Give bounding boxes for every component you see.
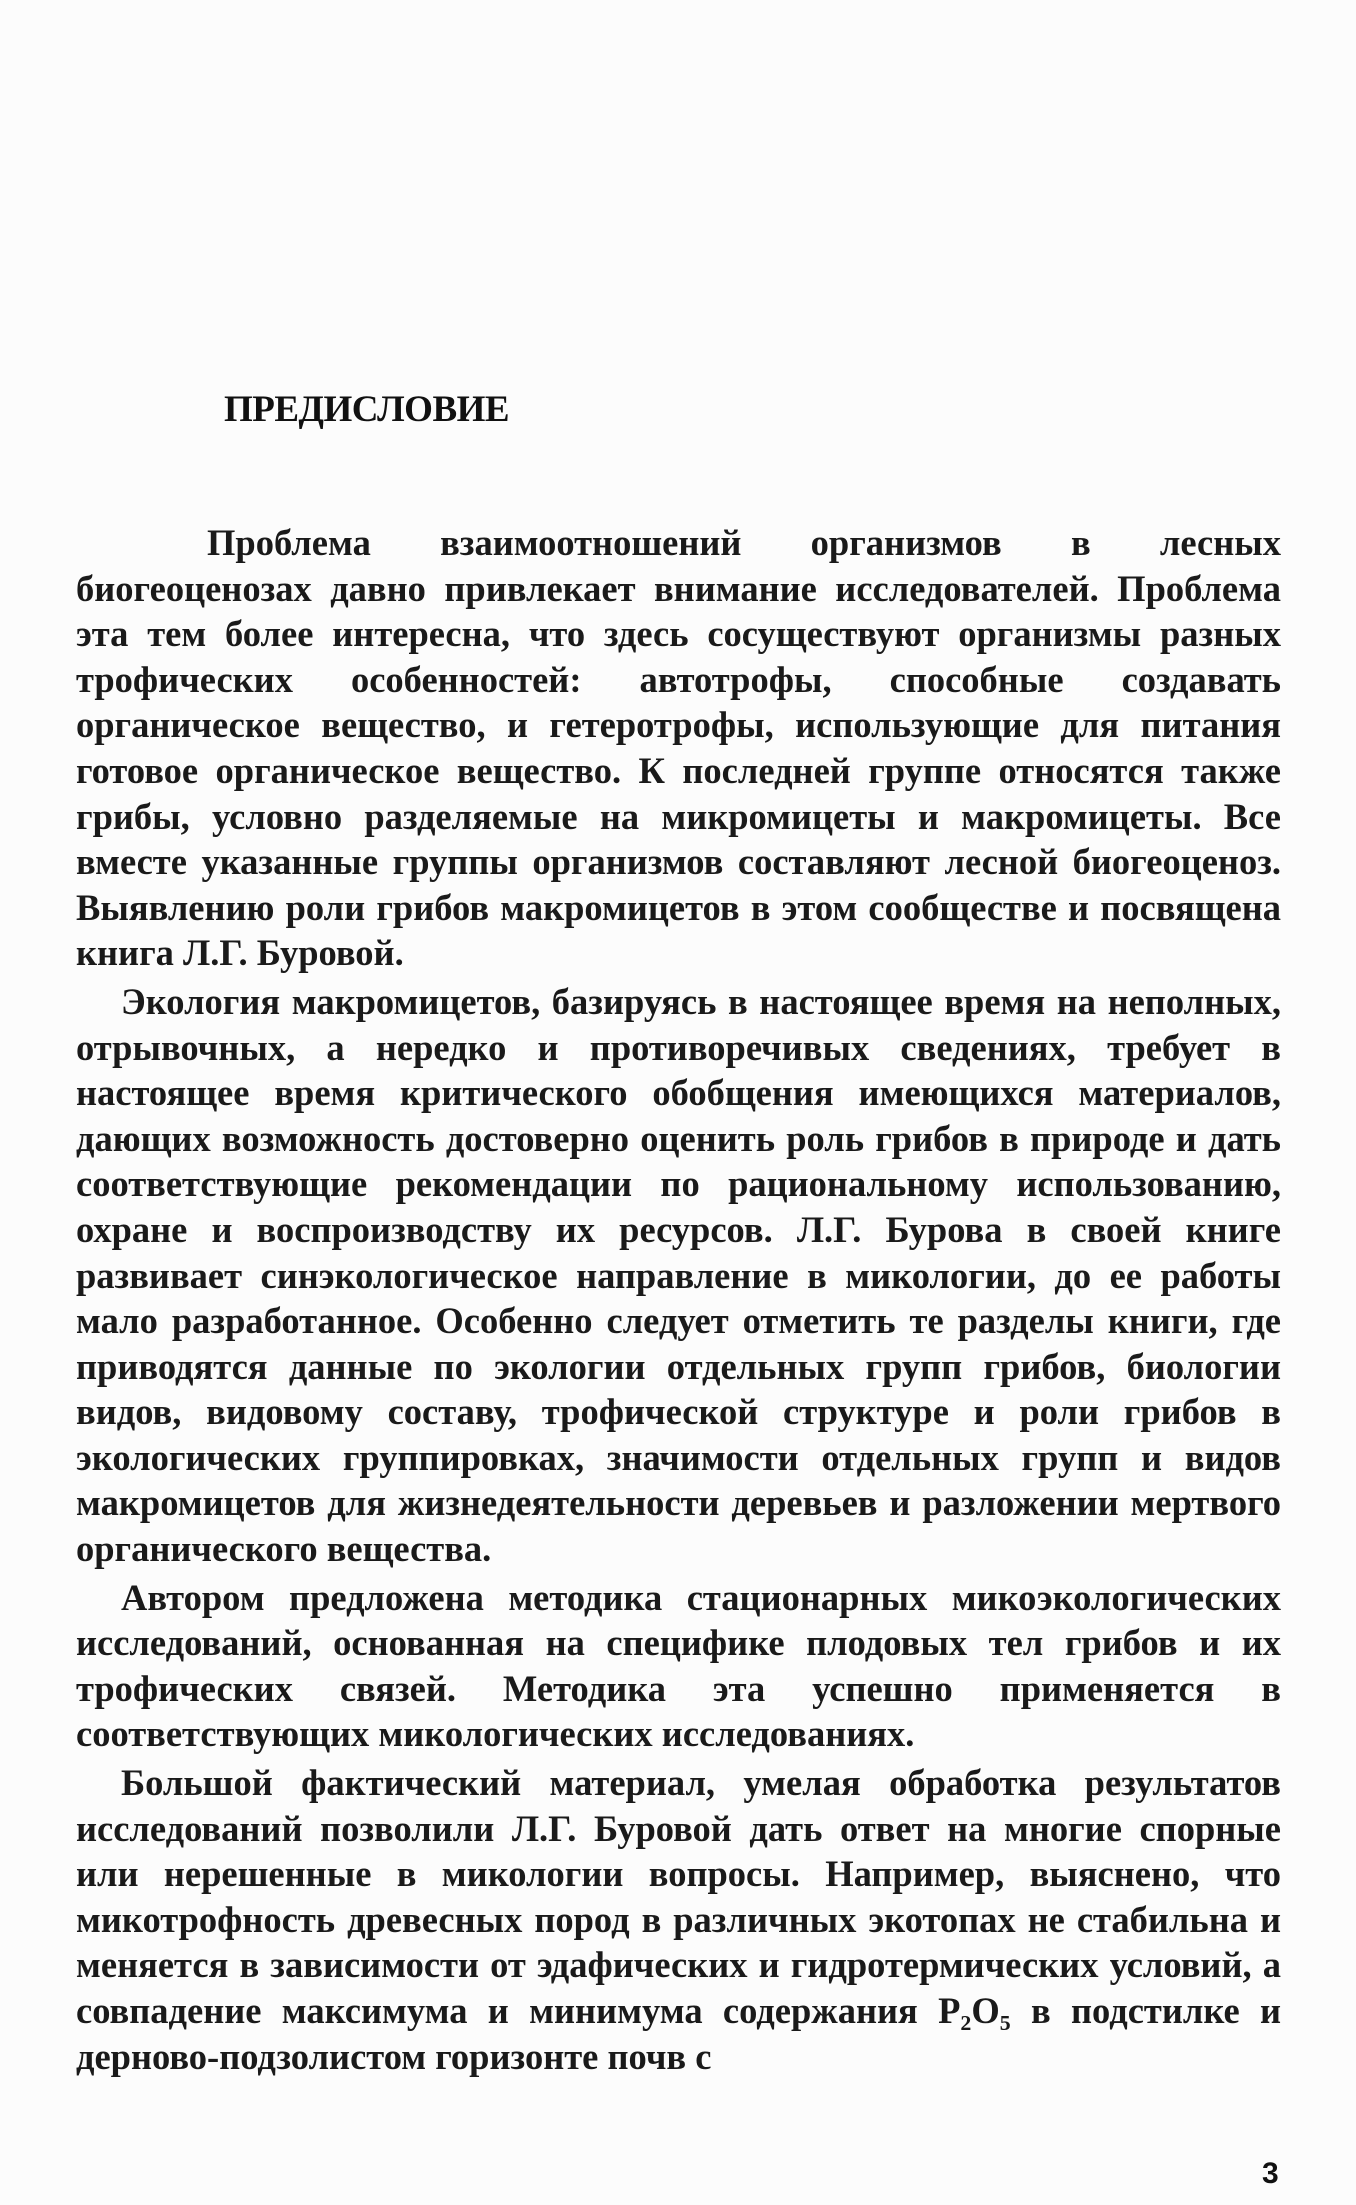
body-text bbox=[76, 520, 1281, 2079]
paragraph-3: Автором предложена методика стационарных микоэкологических исследований, основанная на специфике плодовых тел грибов и их трофических связей. Методика эта успешно применяется в соответствующих микологических исследованиях. bbox=[76, 1576, 1281, 1755]
paragraph-1: Проблема взаимоотношений организмов в лесных биогеоценозах давно привлекает внимание исследователей. Проблема эта тем более интересна, что здесь сосуществуют организмы разных трофических особенностей: автотрофы, способные создавать органическое вещество, и гетеротрофы, использующие для питания готовое органическое вещество. К последней группе относятся также грибы, условно разделяемые на микромицеты и макромицеты. Все вместе указанные группы организмов составляют лесной биогеоценоз. Выявлению роли грибов макромицетов в этом сообществе и посвящена книга Л.Г. Буровой. bbox=[76, 522, 1281, 974]
page-number: 3 bbox=[1262, 2157, 1279, 2190]
paragraph-2: Экология макромицетов, базируясь в настоящее время на неполных, отрывочных, а нередко и противоречивых сведениях, требует в настоящее время критического обобщения имеющихся материалов, дающих возможность достоверно оценить роль грибов в природе и дать соответствующие рекомендации по рациональному использованию, охране и воспроизводству их ресурсов. Л.Г. Бурова в своей книге развивает синэкологическое направление в микологии, до ее работы мало разработанное. Особенно следует отметить те разделы книги, где приводятся данные по экологии отдельных групп грибов, биологии видов, видовому составу, трофической структуре и роли грибов в экологических группировках, значимости отдельных групп и видов макромицетов для жизнедеятельности деревьев и разложении мертвого органического вещества. bbox=[76, 980, 1281, 1570]
paragraph-4: Большой фактический материал, умелая обработка результатов исследований позволили Л.Г. Буровой дать ответ на многие спорные или нерешенные в микологии вопросы. Например, выяснено, что микотрофность древесных пород в различных экотопах не стабильна и меняется в зависимости от эдафических и гидротермических условий, а совпадение максимума и минимума содержания P₂O₅ в подстилке и дерново-подзолистом горизонте почв с bbox=[76, 1762, 1281, 2077]
section-heading: ПРЕДИСЛОВИЕ bbox=[224, 389, 510, 430]
